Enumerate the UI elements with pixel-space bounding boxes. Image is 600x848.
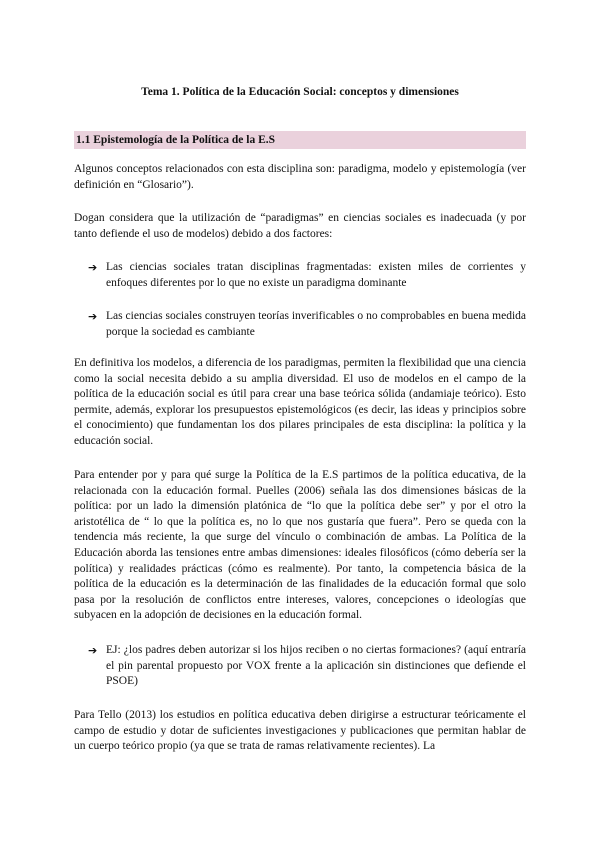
bullet-item — [88, 260, 526, 291]
bullet-item — [88, 309, 526, 340]
paragraph-puelles: Para entender por y para qué surge la Política de la E.S partimos de la política educativa, de la relacionada con la educación formal. Puelles (2006) señala las dos dimensiones básicas de la política: por un lado la dimensión platónica de “lo que la política debe ser” y por el otro la aristotélica de “ lo que la política es, no lo que nos gustaría que fuera”. Pero se queda con la tendencia más reciente, la que surge del vínculo o combinación de ambas. La Política de la Educación aborda las tensiones entre ambas dimensiones: ideales filosóficos (cómo debería ser la política) y realidades prácticas (cómo es realmente). Por tanto, la competencia básica de la política de la educación es la determinación de las finalidades de la educación formal que solo pasa por la resolución de conflictos entre intereses, valores, concepciones o ideologías que subyacen en la adopción de decisiones en la educación formal. — [74, 469, 526, 622]
arrow-icon: ➔ — [88, 261, 98, 274]
section-heading: 1.1 Epistemología de la Política de la E.S — [74, 131, 526, 149]
arrow-icon: ➔ — [88, 310, 98, 323]
bullet-text: Las ciencias sociales construyen teorías inverificables o no comprobables en buena medida porque la sociedad es cambiante — [106, 310, 526, 338]
bullet-item — [88, 643, 526, 690]
arrow-icon: ➔ — [88, 644, 98, 657]
paragraph-dogan: Dogan considera que la utilización de “paradigmas” en ciencias sociales es inadecuada (y por tanto defiende el uso de modelos) debido a dos factores: — [74, 212, 526, 240]
document-title: Tema 1. Política de la Educación Social: conceptos y dimensiones — [141, 86, 459, 98]
paragraph-intro: Algunos conceptos relacionados con esta disciplina son: paradigma, modelo y epistemología (ver definición en “Glosario”). — [74, 163, 526, 191]
paragraph-tello: Para Tello (2013) los estudios en política educativa deben dirigirse a estructurar teóricamente el campo de estudio y dotar de suficientes investigaciones y publicaciones que permitan hablar de un cuerpo teórico propio (ya que se trata de ramas relativamente recientes). La — [74, 709, 526, 753]
paragraph-models: En definitiva los modelos, a diferencia de los paradigmas, permiten la flexibilidad que una ciencia como la social necesita debido a su amplia diversidad. El uso de modelos en el campo de la política de la educación social es útil para crear una base teórica sólida (andamiaje teórico). Esto permite, además, explorar los presupuestos epistemológicos (es decir, las ideas y principios sobre el conocimiento) que fundamentan los dos pilares principales de esta disciplina: la política y la educación social. — [74, 357, 526, 447]
bullet-text: EJ: ¿los padres deben autorizar si los hijos reciben o no ciertas formaciones? (aquí entraría el pin parental propuesto por VOX frente a la aplicación sin distinciones que defiende el PSOE) — [106, 644, 526, 688]
bullet-text: Las ciencias sociales tratan disciplinas fragmentadas: existen miles de corrientes y enfoques diferentes por lo que no existe un paradigma dominante — [106, 261, 526, 289]
